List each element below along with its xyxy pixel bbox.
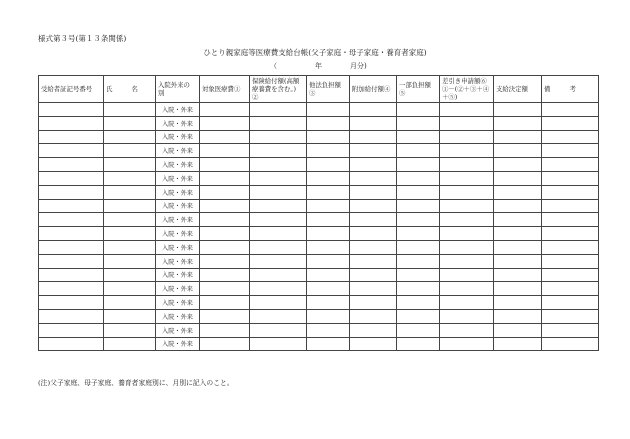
insurance-benefit-cell[interactable]: [250, 103, 307, 117]
col-net-claim-amount: 差引き申請額⑥ ①－(②＋③＋④＋⑤): [440, 76, 494, 103]
decided-payment-cell[interactable]: [494, 199, 542, 213]
inpatient-outpatient-cell: 入院・外来: [156, 337, 200, 351]
table-row: [39, 116, 599, 130]
other-law-burden-cell[interactable]: [307, 227, 350, 241]
period-year: 年: [315, 62, 322, 70]
insurance-benefit-cell[interactable]: [250, 337, 307, 351]
additional-benefit-cell[interactable]: [350, 282, 397, 296]
recipient-number-cell[interactable]: [39, 268, 104, 282]
additional-benefit-cell[interactable]: [350, 309, 397, 323]
name-cell[interactable]: [104, 254, 156, 268]
insurance-benefit-cell[interactable]: [250, 185, 307, 199]
name-cell[interactable]: [104, 199, 156, 213]
covered-medical-cost-cell[interactable]: [200, 158, 250, 172]
remarks-cell[interactable]: [542, 240, 599, 254]
insurance-benefit-cell[interactable]: [250, 227, 307, 241]
insurance-benefit-cell[interactable]: [250, 199, 307, 213]
remarks-cell[interactable]: [542, 227, 599, 241]
recipient-number-cell[interactable]: [39, 296, 104, 310]
other-law-burden-cell[interactable]: [307, 240, 350, 254]
table-row: [39, 337, 599, 351]
covered-medical-cost-cell[interactable]: [200, 240, 250, 254]
name-cell[interactable]: [104, 171, 156, 185]
recipient-number-cell[interactable]: [39, 171, 104, 185]
decided-payment-cell[interactable]: [494, 130, 542, 144]
document-title: ひとり親家庭等医療費支給台帳(父子家庭・母子家庭・養育者家庭): [203, 48, 427, 57]
additional-benefit-cell[interactable]: [350, 240, 397, 254]
other-law-burden-cell[interactable]: [307, 171, 350, 185]
table-row: [39, 268, 599, 282]
decided-payment-cell[interactable]: [494, 309, 542, 323]
other-law-burden-cell[interactable]: [307, 103, 350, 117]
table-row: [39, 213, 599, 227]
copayment-cell[interactable]: [397, 268, 440, 282]
other-law-burden-cell[interactable]: [307, 309, 350, 323]
name-cell[interactable]: [104, 309, 156, 323]
recipient-number-cell[interactable]: [39, 185, 104, 199]
name-cell[interactable]: [104, 268, 156, 282]
inpatient-outpatient-cell: 入院・外来: [156, 296, 200, 310]
additional-benefit-cell[interactable]: [350, 130, 397, 144]
additional-benefit-cell[interactable]: [350, 185, 397, 199]
recipient-number-cell[interactable]: [39, 227, 104, 241]
other-law-burden-cell[interactable]: [307, 185, 350, 199]
footnote: (注)父子家庭、母子家庭、養育者家庭別に、月別に記入のこと。: [38, 379, 234, 387]
net-claim-amount-cell[interactable]: [440, 171, 494, 185]
net-claim-amount-cell[interactable]: [440, 323, 494, 337]
decided-payment-cell[interactable]: [494, 227, 542, 241]
decided-payment-cell[interactable]: [494, 213, 542, 227]
insurance-benefit-cell[interactable]: [250, 323, 307, 337]
net-claim-amount-cell[interactable]: [440, 144, 494, 158]
table-row: [39, 199, 599, 213]
insurance-benefit-cell[interactable]: [250, 144, 307, 158]
name-cell[interactable]: [104, 323, 156, 337]
inpatient-outpatient-cell: 入院・外来: [156, 227, 200, 241]
covered-medical-cost-cell[interactable]: [200, 185, 250, 199]
copayment-cell[interactable]: [397, 199, 440, 213]
recipient-number-cell[interactable]: [39, 144, 104, 158]
net-claim-amount-cell[interactable]: [440, 268, 494, 282]
covered-medical-cost-cell[interactable]: [200, 116, 250, 130]
insurance-benefit-cell[interactable]: [250, 296, 307, 310]
copayment-cell[interactable]: [397, 158, 440, 172]
net-claim-amount-cell[interactable]: [440, 103, 494, 117]
decided-payment-cell[interactable]: [494, 337, 542, 351]
table-row: [39, 323, 599, 337]
inpatient-outpatient-cell: 入院・外来: [156, 254, 200, 268]
net-claim-amount-cell[interactable]: [440, 185, 494, 199]
other-law-burden-cell[interactable]: [307, 144, 350, 158]
table-row: [39, 144, 599, 158]
copayment-cell[interactable]: [397, 130, 440, 144]
covered-medical-cost-cell[interactable]: [200, 296, 250, 310]
recipient-number-cell[interactable]: [39, 282, 104, 296]
inpatient-outpatient-cell: 入院・外来: [156, 268, 200, 282]
name-cell[interactable]: [104, 144, 156, 158]
copayment-cell[interactable]: [397, 144, 440, 158]
copayment-cell[interactable]: [397, 185, 440, 199]
recipient-number-cell[interactable]: [39, 337, 104, 351]
additional-benefit-cell[interactable]: [350, 116, 397, 130]
name-cell[interactable]: [104, 130, 156, 144]
recipient-number-cell[interactable]: [39, 103, 104, 117]
other-law-burden-cell[interactable]: [307, 130, 350, 144]
remarks-cell[interactable]: [542, 296, 599, 310]
col-insurance-benefit: 保険給付額(高額療養費を含む。) ②: [250, 76, 307, 103]
net-claim-amount-cell[interactable]: [440, 337, 494, 351]
remarks-cell[interactable]: [542, 282, 599, 296]
decided-payment-cell[interactable]: [494, 296, 542, 310]
remarks-cell[interactable]: [542, 337, 599, 351]
recipient-number-cell[interactable]: [39, 130, 104, 144]
col-remarks: 備 考: [542, 76, 599, 103]
other-law-burden-cell[interactable]: [307, 323, 350, 337]
additional-benefit-cell[interactable]: [350, 158, 397, 172]
net-claim-amount-cell[interactable]: [440, 254, 494, 268]
medical-expense-ledger-table: [38, 75, 599, 351]
copayment-cell[interactable]: [397, 296, 440, 310]
recipient-number-cell[interactable]: [39, 213, 104, 227]
remarks-cell[interactable]: [542, 323, 599, 337]
other-law-burden-cell[interactable]: [307, 282, 350, 296]
covered-medical-cost-cell[interactable]: [200, 323, 250, 337]
covered-medical-cost-cell[interactable]: [200, 282, 250, 296]
covered-medical-cost-cell[interactable]: [200, 103, 250, 117]
copayment-cell[interactable]: [397, 323, 440, 337]
decided-payment-cell[interactable]: [494, 268, 542, 282]
col-decided-payment: 支給決定額: [494, 76, 542, 103]
additional-benefit-cell[interactable]: [350, 227, 397, 241]
table-row: [39, 254, 599, 268]
recipient-number-cell[interactable]: [39, 309, 104, 323]
col-recipient-number: 受給者証記号番号: [39, 76, 104, 103]
copayment-cell[interactable]: [397, 309, 440, 323]
other-law-burden-cell[interactable]: [307, 337, 350, 351]
insurance-benefit-cell[interactable]: [250, 130, 307, 144]
insurance-benefit-cell[interactable]: [250, 268, 307, 282]
remarks-cell[interactable]: [542, 171, 599, 185]
covered-medical-cost-cell[interactable]: [200, 309, 250, 323]
copayment-cell[interactable]: [397, 227, 440, 241]
name-cell[interactable]: [104, 282, 156, 296]
name-cell[interactable]: [104, 116, 156, 130]
table-row: [39, 103, 599, 117]
name-cell[interactable]: [104, 103, 156, 117]
decided-payment-cell[interactable]: [494, 282, 542, 296]
net-claim-amount-cell[interactable]: [440, 309, 494, 323]
remarks-cell[interactable]: [542, 103, 599, 117]
additional-benefit-cell[interactable]: [350, 171, 397, 185]
covered-medical-cost-cell[interactable]: [200, 227, 250, 241]
inpatient-outpatient-cell: 入院・外来: [156, 185, 200, 199]
copayment-cell[interactable]: [397, 254, 440, 268]
additional-benefit-cell[interactable]: [350, 144, 397, 158]
copayment-cell[interactable]: [397, 171, 440, 185]
other-law-burden-cell[interactable]: [307, 254, 350, 268]
other-law-burden-cell[interactable]: [307, 199, 350, 213]
covered-medical-cost-cell[interactable]: [200, 171, 250, 185]
net-claim-amount-cell[interactable]: [440, 296, 494, 310]
remarks-cell[interactable]: [542, 254, 599, 268]
additional-benefit-cell[interactable]: [350, 199, 397, 213]
other-law-burden-cell[interactable]: [307, 116, 350, 130]
table-row: [39, 185, 599, 199]
net-claim-amount-cell[interactable]: [440, 240, 494, 254]
remarks-cell[interactable]: [542, 309, 599, 323]
other-law-burden-cell[interactable]: [307, 158, 350, 172]
other-law-burden-cell[interactable]: [307, 268, 350, 282]
form-number: 様式第３号(第１３条関係): [38, 34, 127, 43]
other-law-burden-cell[interactable]: [307, 296, 350, 310]
inpatient-outpatient-cell: 入院・外来: [156, 103, 200, 117]
insurance-benefit-cell[interactable]: [250, 254, 307, 268]
additional-benefit-cell[interactable]: [350, 296, 397, 310]
net-claim-amount-cell[interactable]: [440, 199, 494, 213]
covered-medical-cost-cell[interactable]: [200, 199, 250, 213]
remarks-cell[interactable]: [542, 144, 599, 158]
additional-benefit-cell[interactable]: [350, 254, 397, 268]
additional-benefit-cell[interactable]: [350, 213, 397, 227]
col-inpatient-outpatient: 入院外来の 別: [156, 76, 200, 103]
name-cell[interactable]: [104, 185, 156, 199]
additional-benefit-cell[interactable]: [350, 323, 397, 337]
recipient-number-cell[interactable]: [39, 254, 104, 268]
inpatient-outpatient-cell: 入院・外来: [156, 323, 200, 337]
decided-payment-cell[interactable]: [494, 171, 542, 185]
copayment-cell[interactable]: [397, 103, 440, 117]
copayment-cell[interactable]: [397, 213, 440, 227]
inpatient-outpatient-cell: 入院・外来: [156, 158, 200, 172]
name-cell[interactable]: [104, 227, 156, 241]
name-cell[interactable]: [104, 296, 156, 310]
insurance-benefit-cell[interactable]: [250, 213, 307, 227]
covered-medical-cost-cell[interactable]: [200, 254, 250, 268]
net-claim-amount-cell[interactable]: [440, 116, 494, 130]
decided-payment-cell[interactable]: [494, 323, 542, 337]
insurance-benefit-cell[interactable]: [250, 240, 307, 254]
col-covered-medical-cost: 対象医療費①: [200, 76, 250, 103]
decided-payment-cell[interactable]: [494, 240, 542, 254]
covered-medical-cost-cell[interactable]: [200, 268, 250, 282]
inpatient-outpatient-cell: 入院・外来: [156, 116, 200, 130]
decided-payment-cell[interactable]: [494, 144, 542, 158]
table-row: [39, 171, 599, 185]
name-cell[interactable]: [104, 158, 156, 172]
covered-medical-cost-cell[interactable]: [200, 144, 250, 158]
remarks-cell[interactable]: [542, 130, 599, 144]
covered-medical-cost-cell[interactable]: [200, 337, 250, 351]
decided-payment-cell[interactable]: [494, 103, 542, 117]
table-row: [39, 240, 599, 254]
recipient-number-cell[interactable]: [39, 240, 104, 254]
remarks-cell[interactable]: [542, 268, 599, 282]
name-cell[interactable]: [104, 213, 156, 227]
copayment-cell[interactable]: [397, 282, 440, 296]
remarks-cell[interactable]: [542, 185, 599, 199]
additional-benefit-cell[interactable]: [350, 268, 397, 282]
net-claim-amount-cell[interactable]: [440, 227, 494, 241]
remarks-cell[interactable]: [542, 158, 599, 172]
recipient-number-cell[interactable]: [39, 158, 104, 172]
remarks-cell[interactable]: [542, 213, 599, 227]
covered-medical-cost-cell[interactable]: [200, 213, 250, 227]
copayment-cell[interactable]: [397, 240, 440, 254]
decided-payment-cell[interactable]: [494, 185, 542, 199]
name-cell[interactable]: [104, 240, 156, 254]
col-name: 氏 名: [104, 76, 156, 103]
net-claim-amount-cell[interactable]: [440, 282, 494, 296]
additional-benefit-cell[interactable]: [350, 103, 397, 117]
col-other-law-burden: 他法負担額③: [307, 76, 350, 103]
table-row: [39, 158, 599, 172]
decided-payment-cell[interactable]: [494, 158, 542, 172]
table-row: [39, 282, 599, 296]
recipient-number-cell[interactable]: [39, 199, 104, 213]
col-copayment: 一部負担額⑤: [397, 76, 440, 103]
header-row: [39, 76, 599, 103]
table-row: [39, 227, 599, 241]
inpatient-outpatient-cell: 入院・外来: [156, 282, 200, 296]
inpatient-outpatient-cell: 入院・外来: [156, 240, 200, 254]
table-row: [39, 309, 599, 323]
decided-payment-cell[interactable]: [494, 254, 542, 268]
inpatient-outpatient-cell: 入院・外来: [156, 213, 200, 227]
table-row: [39, 130, 599, 144]
net-claim-amount-cell[interactable]: [440, 158, 494, 172]
name-cell[interactable]: [104, 337, 156, 351]
inpatient-outpatient-cell: 入院・外来: [156, 199, 200, 213]
inpatient-outpatient-cell: 入院・外来: [156, 309, 200, 323]
remarks-cell[interactable]: [542, 199, 599, 213]
insurance-benefit-cell[interactable]: [250, 171, 307, 185]
period-open: （: [270, 62, 277, 70]
additional-benefit-cell[interactable]: [350, 337, 397, 351]
insurance-benefit-cell[interactable]: [250, 282, 307, 296]
net-claim-amount-cell[interactable]: [440, 213, 494, 227]
copayment-cell[interactable]: [397, 116, 440, 130]
col-additional-benefit: 附加給付額④: [350, 76, 397, 103]
inpatient-outpatient-cell: 入院・外来: [156, 171, 200, 185]
remarks-cell[interactable]: [542, 116, 599, 130]
period-month: 月分): [350, 62, 367, 70]
decided-payment-cell[interactable]: [494, 116, 542, 130]
inpatient-outpatient-cell: 入院・外来: [156, 130, 200, 144]
recipient-number-cell[interactable]: [39, 116, 104, 130]
net-claim-amount-cell[interactable]: [440, 130, 494, 144]
insurance-benefit-cell[interactable]: [250, 116, 307, 130]
copayment-cell[interactable]: [397, 337, 440, 351]
insurance-benefit-cell[interactable]: [250, 158, 307, 172]
covered-medical-cost-cell[interactable]: [200, 130, 250, 144]
other-law-burden-cell[interactable]: [307, 213, 350, 227]
recipient-number-cell[interactable]: [39, 323, 104, 337]
inpatient-outpatient-cell: 入院・外来: [156, 144, 200, 158]
table-row: [39, 296, 599, 310]
insurance-benefit-cell[interactable]: [250, 309, 307, 323]
